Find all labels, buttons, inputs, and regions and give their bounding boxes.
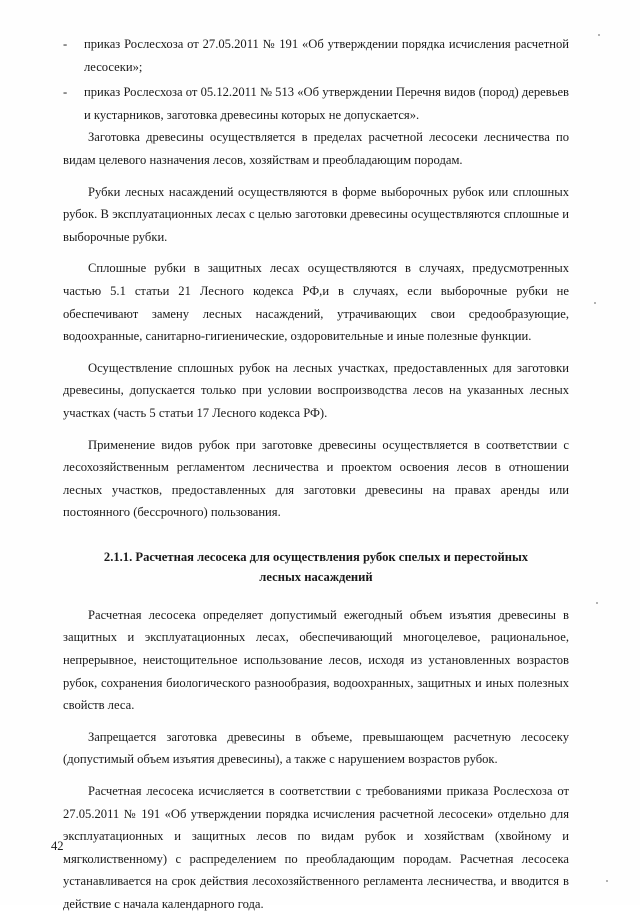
page-number: 42 — [51, 839, 64, 853]
paragraph: Применение видов рубок при заготовке древесины осуществляется в соответствии с лесохозяйственным регламентом лесничества и проектом освоения лесов в отношении лесных участков, предоставленных для заготовки древесины на правах аренды или постоянного (бессрочного) пользования. — [63, 437, 569, 520]
paragraph: Расчетная лесосека определяет допустимый ежегодный объем изъятия древесины в защитных и эксплуатационных лесах, обеспечивающий многоцелевое, рациональное, непрерывное, неистощительное использование лесов, исходя из установленных возрастов рубок, сохранения биологического разнообразия, водоохранных, защитных и иных полезных свойств леса. — [63, 607, 569, 713]
bullet-marker: - — [63, 37, 68, 51]
scan-speck — [606, 880, 608, 882]
paragraph: Расчетная лесосека исчисляется в соответствии с требованиями приказа Рослесхоза от 27.05.2011 № 191 «Об утверждении порядка исчисления расчетной лесосеки» отдельно для эксплуатационных и защитных лесов по видам рубок и хозяйствам (хвойному и мягколиственному) с распределением по преобладающим породам. Расчетная лесосека устанавливается на срок действия лесохозяйственного регламента лесничества, и вводится в действие с начала календарного года. — [63, 784, 569, 911]
section-heading: 2.1.1. Расчетная лесосека для осуществления рубок спелых и перестойных лесных насаждений — [103, 549, 529, 584]
bullet-item — [63, 33, 569, 78]
paragraph: Запрещается заготовка древесины в объеме, превышающем расчетную лесосеку (допустимый объем изъятия древесины), а также с нарушением возрастов рубок. — [63, 729, 569, 767]
paragraph: Сплошные рубки в защитных лесах осуществляются в случаях, предусмотренных частью 5.1 статьи 21 Лесного кодекса РФ,и в случаях, если выборочные рубки не обеспечивают замену лесных насаждений, утрачивающих свои средообразующие, водоохранные, санитарно-гигиенические, оздоровительные и иные полезные функции. — [63, 261, 569, 344]
scan-speck — [596, 602, 598, 604]
paragraph: Осуществление сплошных рубок на лесных участках, предоставленных для заготовки древесины, допускается только при условии воспроизводства лесов на указанных лесных участках (часть 5 статьи 17 Лесного кодекса РФ). — [63, 360, 569, 420]
bullet-text: приказ Рослесхоза от 05.12.2011 № 513 «Об утверждении Перечня видов (пород) деревьев и кустарников, заготовка древесины которых не допускается». — [84, 85, 569, 122]
scan-speck — [598, 34, 600, 36]
bullet-text: приказ Рослесхоза от 27.05.2011 № 191 «Об утверждении порядка исчисления расчетной лесосеки»; — [84, 37, 569, 74]
paragraph: Рубки лесных насаждений осуществляются в форме выборочных рубок или сплошных рубок. В эксплуатационных лесах с целью заготовки древесины осуществляются сплошные и выборочные рубки. — [63, 184, 569, 244]
bullet-marker: - — [63, 85, 68, 100]
bullet-item — [63, 81, 569, 126]
scan-speck — [594, 302, 596, 304]
document-body — [63, 33, 569, 916]
paragraph: Заготовка древесины осуществляется в пределах расчетной лесосеки лесничества по видам целевого назначения лесов, хозяйствам и преобладающим породам. — [63, 130, 569, 167]
